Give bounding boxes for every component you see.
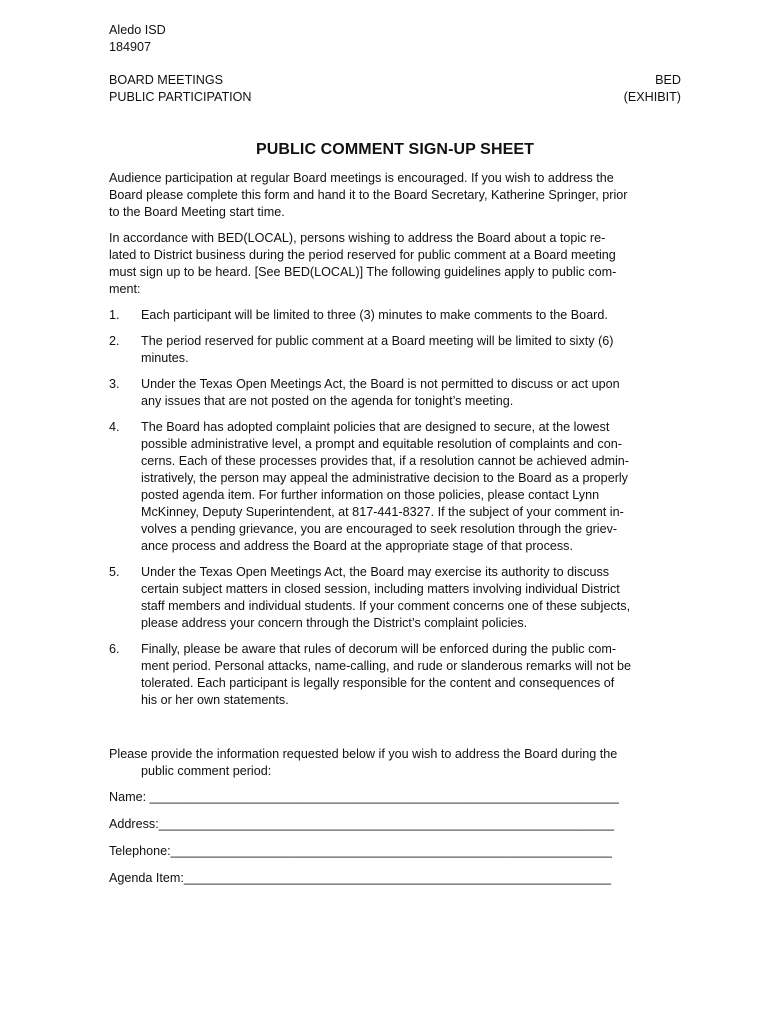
guideline-line: certain subject matters in closed session, including matters involving individual District: [141, 582, 620, 596]
guideline-number: 3.: [109, 377, 120, 391]
request-line: public comment period:: [141, 764, 272, 778]
guidelines-list: [109, 307, 681, 709]
guideline-line: Finally, please be aware that rules of decorum will be enforced during the public com-: [141, 642, 617, 656]
guideline-line: The Board has adopted complaint policies that are designed to secure, at the lowest: [141, 420, 610, 434]
guideline-line: minutes.: [141, 351, 189, 365]
paragraph-line: Board please complete this form and hand it to the Board Secretary, Katherine Springer, prior: [109, 188, 628, 202]
district-code: 184907: [109, 40, 152, 54]
guideline-line: possible administrative level, a prompt and equitable resolution of complaints and con-: [141, 437, 622, 451]
guideline-line: Under the Texas Open Meetings Act, the Board is not permitted to discuss or act upon: [141, 377, 620, 391]
guideline-number: 6.: [109, 642, 120, 656]
policy-header-row: [109, 72, 681, 106]
guideline-number: 5.: [109, 565, 120, 579]
paragraph-line: lated to District business during the period reserved for public comment at a Board meeting: [109, 248, 616, 262]
agenda-item-field[interactable]: Agenda Item:_____________________________________________________________: [109, 871, 612, 885]
intro-paragraph-2: [109, 230, 681, 298]
guideline-item: [109, 564, 681, 632]
guideline-line: please address your concern through the District’s complaint policies.: [141, 616, 528, 630]
guideline-line: his or her own statements.: [141, 693, 289, 707]
guideline-line: istratively, the person may appeal the administrative decision to the Board as a properly: [141, 471, 628, 485]
guideline-number: 1.: [109, 308, 120, 322]
guideline-line: volves a pending grievance, you are encouraged to seek resolution through the griev-: [141, 522, 618, 536]
guideline-item: [109, 419, 681, 555]
guideline-line: ance process and address the Board at the appropriate stage of that process.: [141, 539, 573, 553]
guideline-line: staff members and individual students. If your comment concerns one of these subjects,: [141, 599, 631, 613]
guideline-line: Under the Texas Open Meetings Act, the Board may exercise its authority to discuss: [141, 565, 610, 579]
guideline-line: Each participant will be limited to three (3) minutes to make comments to the Board.: [141, 308, 608, 322]
policy-subsection-title: PUBLIC PARTICIPATION: [109, 90, 252, 104]
guideline-line: The period reserved for public comment at a Board meeting will be limited to sixty (6): [141, 334, 614, 348]
name-field[interactable]: Name: ___________________________________________________________________: [109, 790, 619, 804]
policy-code: BED: [655, 73, 681, 87]
document-header: [109, 22, 681, 106]
policy-type: (EXHIBIT): [623, 90, 681, 104]
document-title: PUBLIC COMMENT SIGN-UP SHEET: [255, 141, 535, 158]
telephone-field[interactable]: Telephone:_______________________________________________________________: [109, 844, 612, 858]
guideline-line: tolerated. Each participant is legally responsible for the content and consequences of: [141, 676, 615, 690]
guideline-item: [109, 641, 681, 709]
guideline-number: 4.: [109, 420, 120, 434]
policy-section-title: BOARD MEETINGS: [109, 73, 224, 87]
paragraph-line: to the Board Meeting start time.: [109, 205, 285, 219]
request-instructions: [109, 746, 681, 780]
paragraph-line: Audience participation at regular Board meetings is encouraged. If you wish to address the: [109, 171, 614, 185]
guideline-line: McKinney, Deputy Superintendent, at 817-441-8327. If the subject of your comment in-: [141, 505, 624, 519]
guideline-line: cerns. Each of these processes provides that, if a resolution cannot be achieved admin-: [141, 454, 629, 468]
guideline-item: [109, 376, 681, 410]
guideline-number: 2.: [109, 334, 120, 348]
document-page: [109, 22, 681, 897]
address-field[interactable]: Address:_________________________________________________________________: [109, 817, 614, 831]
paragraph-line: ment:: [109, 282, 141, 296]
guideline-line: posted agenda item. For further information on those policies, please contact Lynn: [141, 488, 600, 502]
request-line: Please provide the information requested below if you wish to address the Board during the: [109, 747, 618, 761]
paragraph-line: must sign up to be heard. [See BED(LOCAL)] The following guidelines apply to public com-: [109, 265, 617, 279]
intro-paragraph-1: [109, 170, 681, 221]
guideline-line: any issues that are not posted on the agenda for tonight’s meeting.: [141, 394, 514, 408]
guideline-line: ment period. Personal attacks, name-calling, and rude or slanderous remarks will not be: [141, 659, 632, 673]
paragraph-line: In accordance with BED(LOCAL), persons wishing to address the Board about a topic re-: [109, 231, 606, 245]
guideline-item: [109, 333, 681, 367]
district-name: Aledo ISD: [109, 23, 166, 37]
guideline-item: [109, 307, 681, 324]
